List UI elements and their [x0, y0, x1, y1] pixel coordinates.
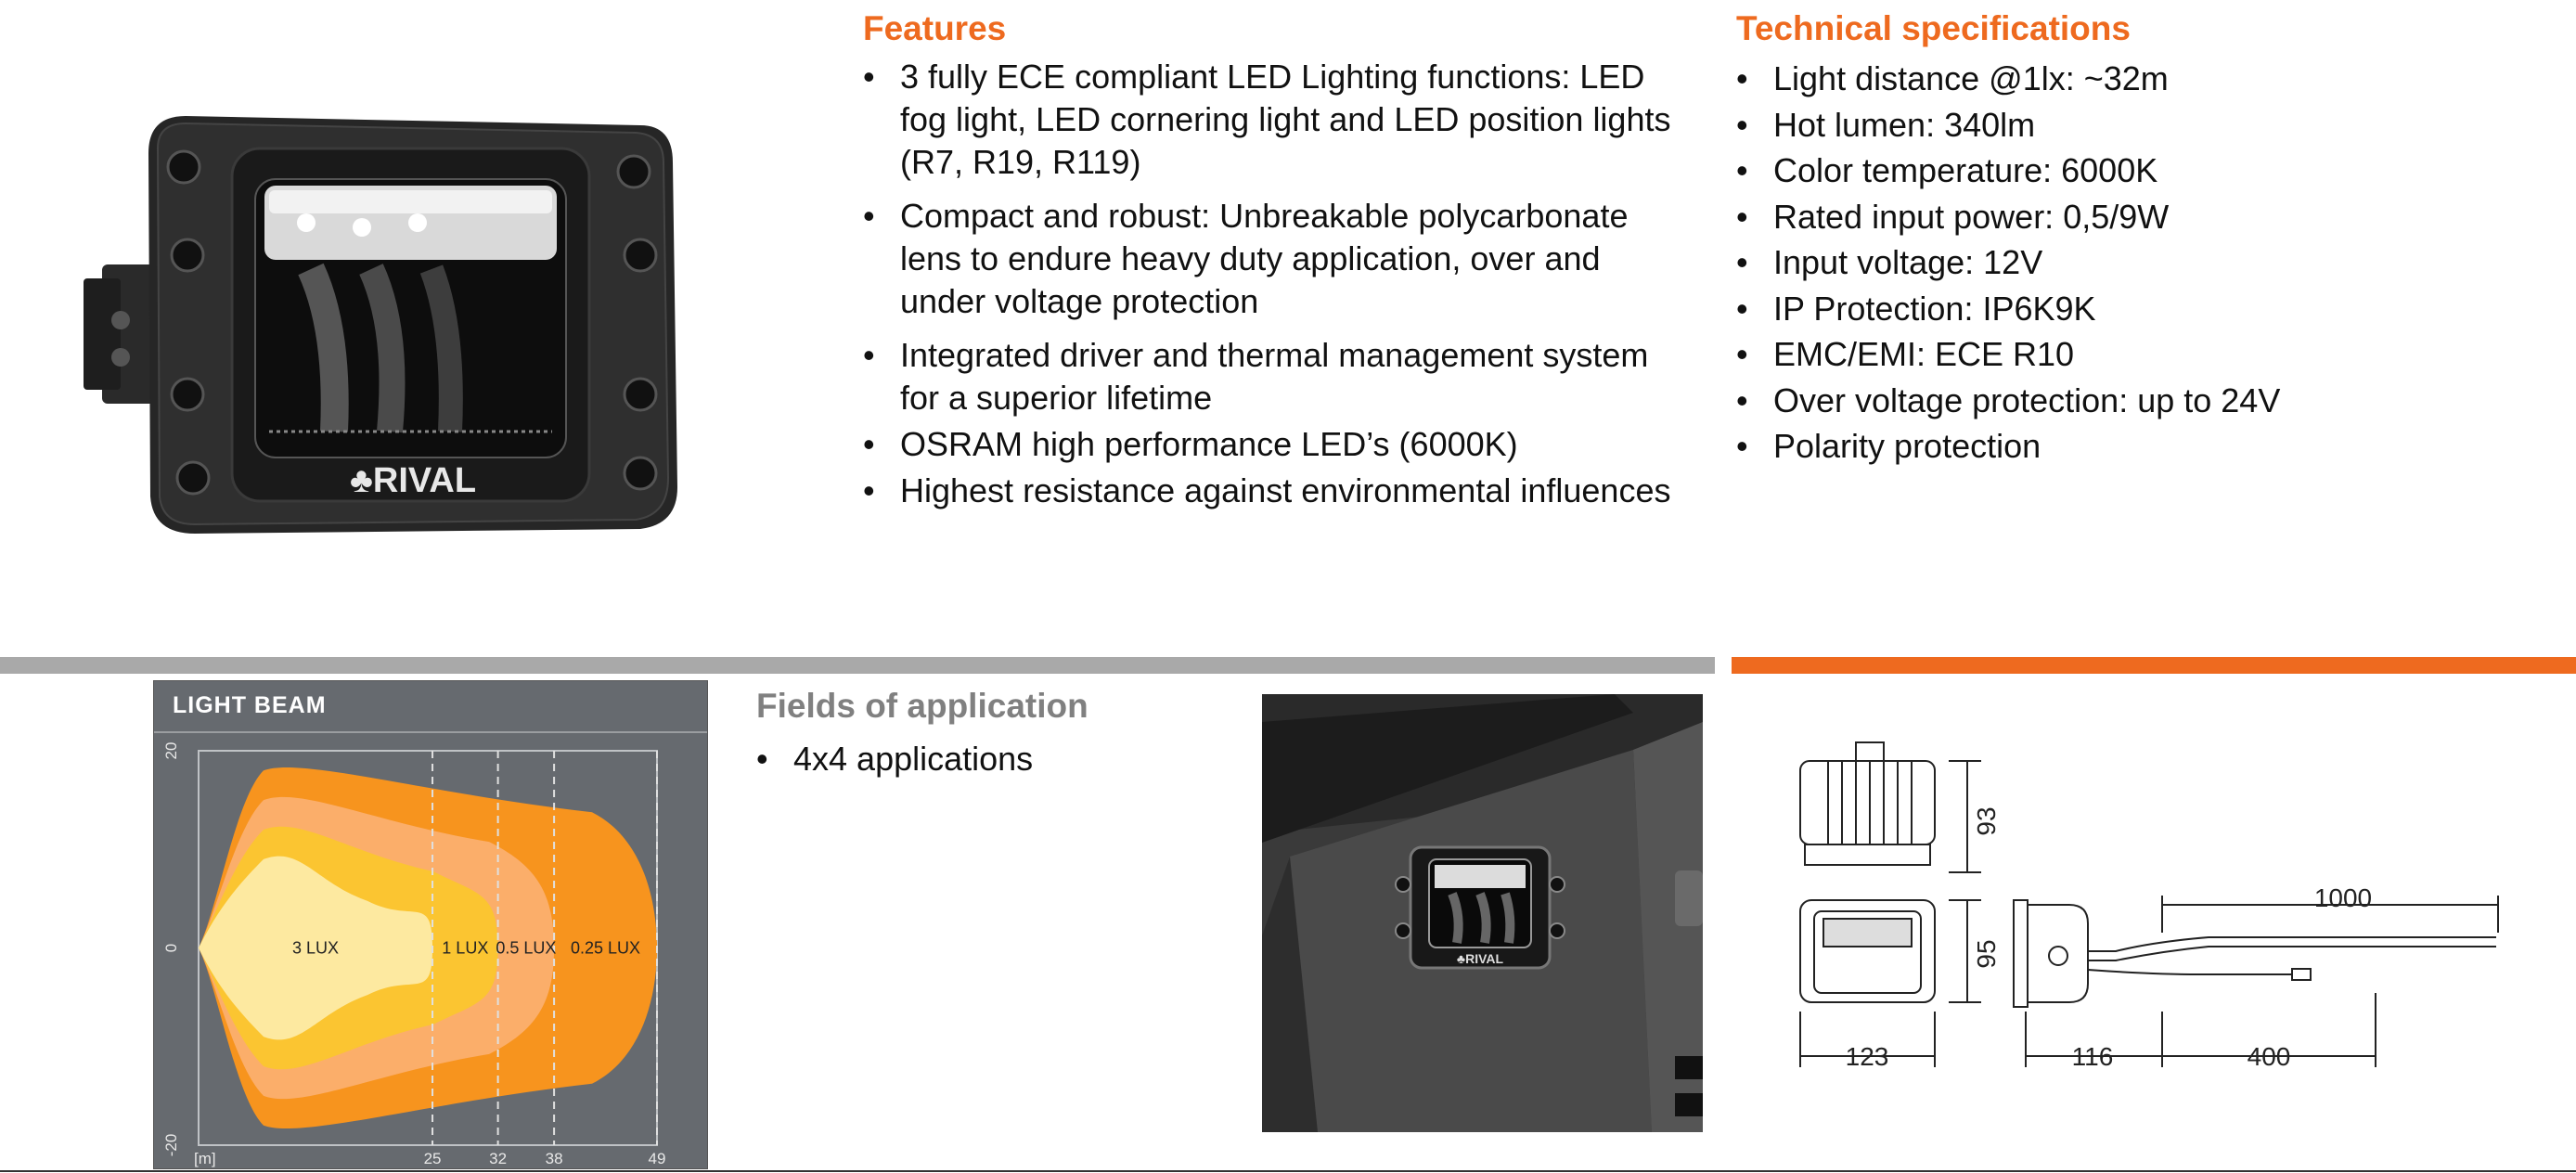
list-item: • 3 fully ECE compliant LED Lighting functions: LED fog light, LED cornering light and LED position lights (R7, R19, R119) [863, 56, 1680, 184]
bottom-rule [0, 1170, 2576, 1172]
list-item: • Light distance @1lx: ~32m [1736, 56, 2553, 102]
list-item: • Compact and robust: Unbreakable polycarbonate lens to endure heavy duty application, over and under voltage protection [863, 195, 1680, 323]
light-beam-panel [153, 680, 708, 1169]
list-item: • Highest resistance against environmental influences [863, 470, 1680, 512]
list-item: • Integrated driver and thermal management system for a superior lifetime [863, 334, 1680, 419]
list-item: • Input voltage: 12V [1736, 239, 2553, 286]
dim-width-front: 123 [1845, 1042, 1889, 1071]
list-item: • Rated input power: 0,5/9W [1736, 194, 2553, 240]
y-tick-label: -20 [162, 1133, 180, 1157]
installed-vehicle-image [1262, 694, 1703, 1132]
list-item: • Over voltage protection: up to 24V [1736, 378, 2553, 424]
dim-depth-side: 116 [2071, 1042, 2114, 1071]
dim-cable-segment: 400 [2247, 1042, 2291, 1071]
light-beam-chart [154, 681, 707, 1168]
x-tick-label: 49 [648, 1150, 666, 1167]
x-axis-label: [m] [194, 1150, 216, 1167]
x-tick-label: 25 [423, 1150, 442, 1167]
zone-label: 0.25 LUX [571, 938, 641, 958]
chart-title: LIGHT BEAM [173, 692, 327, 718]
list-item: • Hot lumen: 340lm [1736, 102, 2553, 148]
specs-heading: Technical specifications [1736, 9, 2131, 47]
list-item: • EMC/EMI: ECE R10 [1736, 331, 2553, 378]
specs-list [1736, 56, 2553, 470]
dim-height-front: 95 [1972, 939, 2001, 969]
list-item: • Color temperature: 6000K [1736, 148, 2553, 194]
features-list [863, 56, 1680, 523]
svg-text:♣RIVAL: ♣RIVAL [349, 461, 477, 500]
x-tick-label: 32 [489, 1150, 508, 1167]
list-item: • IP Protection: IP6K9K [1736, 286, 2553, 332]
fields-list [756, 738, 1220, 780]
dim-cable-total: 1000 [2313, 883, 2373, 912]
y-tick-label: 20 [162, 741, 180, 760]
list-item: • OSRAM high performance LED’s (6000K) [863, 423, 1680, 466]
list-item: • Polarity protection [1736, 423, 2553, 470]
section-divider-accent [1732, 657, 2576, 674]
list-item: • 4x4 applications [756, 738, 1220, 780]
dim-height-top: 93 [1972, 806, 2001, 836]
y-tick-label: 0 [162, 943, 180, 953]
svg-text:♣RIVAL: ♣RIVAL [1456, 951, 1504, 966]
x-tick-label: 38 [545, 1150, 563, 1167]
fields-heading: Fields of application [756, 687, 1088, 725]
features-heading: Features [863, 9, 1007, 47]
product-image [84, 97, 696, 552]
zone-label: 3 LUX [292, 938, 340, 958]
zone-label: 1 LUX [442, 938, 489, 958]
zone-label: 0.5 LUX [496, 938, 557, 958]
section-divider [0, 657, 1715, 674]
dimension-drawing [1763, 715, 2552, 1086]
